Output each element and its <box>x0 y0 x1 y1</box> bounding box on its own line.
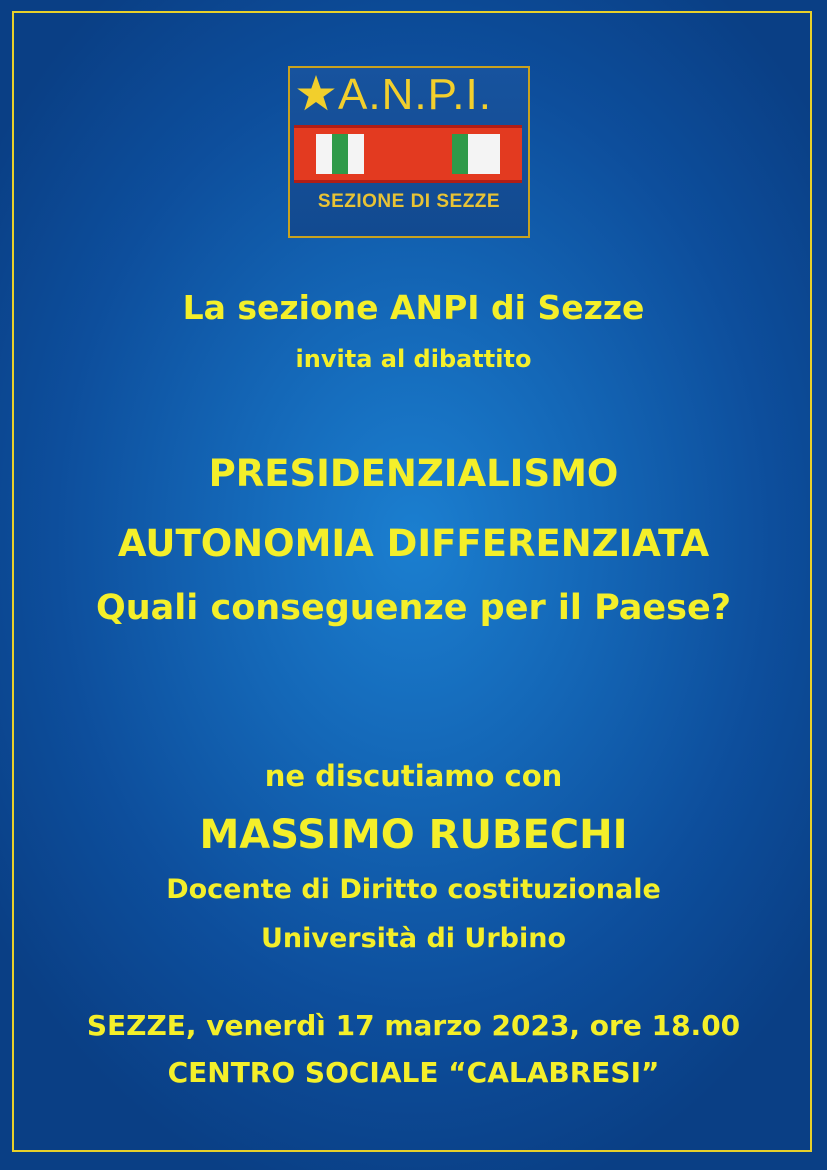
topic-title-2: AUTONOMIA DIFFERENZIATA <box>117 522 710 565</box>
speaker-role: Docente di Diritto costituzionale <box>166 874 661 905</box>
speaker-intro: ne discutiamo con <box>264 759 563 793</box>
intro-heading: La sezione ANPI di Sezze <box>182 288 645 327</box>
logo-title: A.N.P.I. <box>338 70 492 119</box>
event-venue: CENTRO SOCIALE “CALABRESI” <box>167 1056 660 1089</box>
topic-title-1: PRESIDENZIALISMO <box>208 452 619 495</box>
star-icon <box>296 73 336 113</box>
speaker-name: MASSIMO RUBECHI <box>199 812 628 858</box>
logo-flag-band <box>294 125 522 183</box>
topic-question: Quali conseguenze per il Paese? <box>95 588 732 628</box>
logo-header <box>290 68 528 124</box>
event-date: SEZZE, venerdì 17 marzo 2023, ore 18.00 <box>86 1009 741 1042</box>
italian-flag-icon <box>452 134 500 174</box>
speaker-affiliation: Università di Urbino <box>260 923 567 954</box>
intro-subheading: invita al dibattito <box>295 345 532 373</box>
anpi-logo <box>288 66 530 238</box>
italian-flag-icon <box>316 134 364 174</box>
logo-subtitle: SEZIONE DI SEZZE <box>317 191 501 212</box>
